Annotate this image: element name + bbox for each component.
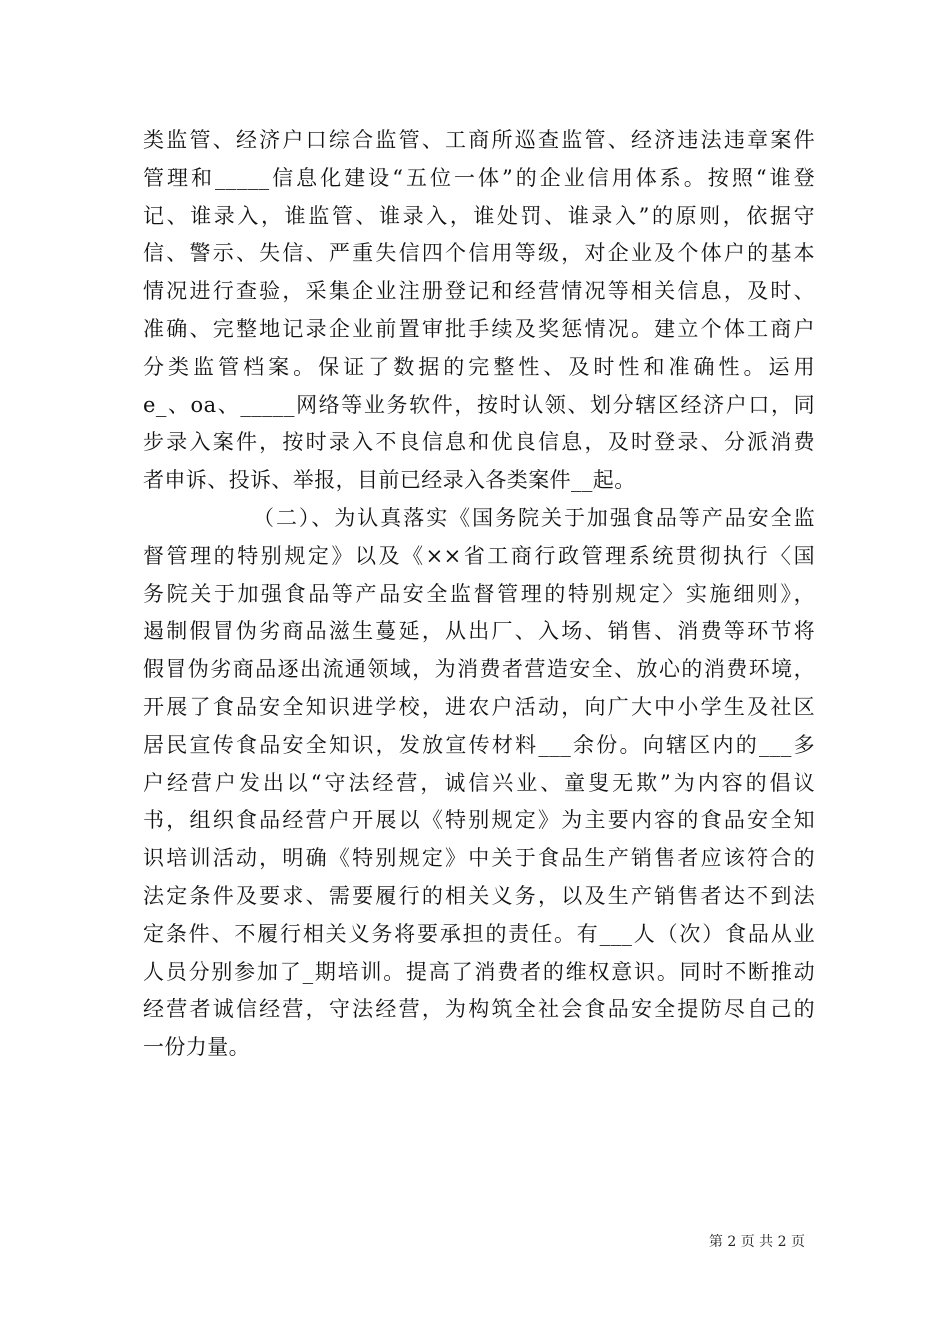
- text-line: 记、谁录入，谁监管、谁录入，谁处罚、谁录入”的原则，依据守: [143, 203, 815, 228]
- text-line: 务院关于加强食品等产品安全监督管理的特别规定〉实施细则》，: [143, 581, 815, 606]
- text-line: 开展了食品安全知识进学校，进农户活动，向广大中小学生及社区: [143, 694, 815, 719]
- text-line: 定条件、不履行相关义务将要承担的责任。有___人（次）食品从业: [143, 921, 815, 946]
- text-line: 分类监管档案。保证了数据的完整性、及时性和准确性。运用: [143, 354, 815, 379]
- text-line: 人员分别参加了_期培训。提高了消费者的维权意识。同时不断推动: [143, 959, 815, 984]
- text-line: 管理和_____信息化建设“五位一体”的企业信用体系。按照“谁登: [143, 165, 815, 190]
- text-line: 准确、完整地记录企业前置审批手续及奖惩情况。建立个体工商户: [143, 316, 815, 341]
- text-line: 者申诉、投诉、举报，目前已经录入各类案件__起。: [143, 468, 636, 493]
- page-number-footer: 第 2 页 共 2 页: [708, 1234, 805, 1250]
- text-line: 类监管、经济户口综合监管、工商所巡查监管、经济违法违章案件: [143, 128, 815, 152]
- text-line: 法定条件及要求、需要履行的相关义务，以及生产销售者达不到法: [143, 883, 815, 908]
- text-line: 步录入案件，按时录入不良信息和优良信息，及时登录、分派消费: [143, 430, 815, 455]
- text-line: 信、警示、失信、严重失信四个信用等级，对企业及个体户的基本: [143, 241, 815, 266]
- text-line: 户经营户发出以“守法经营，诚信兴业、童叟无欺”为内容的倡议: [143, 770, 815, 795]
- text-line: 经营者诚信经营，守法经营，为构筑全社会食品安全提防尽自己的: [143, 997, 815, 1022]
- text-line: 识培训活动，明确《特别规定》中关于食品生产销售者应该符合的: [143, 846, 815, 871]
- section-heading-line: （二）、为认真落实《国务院关于加强食品等产品安全监: [253, 505, 815, 530]
- text-line: 一份力量。: [143, 1035, 250, 1060]
- text-line: 假冒伪劣商品逐出流通领域，为消费者营造安全、放心的消费环境，: [143, 657, 815, 682]
- text-line: e_、oa、_____网络等业务软件，按时认领、划分辖区经济户口，同: [143, 392, 815, 417]
- text-line: 督管理的特别规定》以及《××省工商行政管理系统贯彻执行〈国: [143, 543, 815, 568]
- text-line: 遏制假冒伪劣商品滋生蔓延，从出厂、入场、销售、消费等环节将: [143, 619, 815, 644]
- document-body: [143, 122, 815, 1067]
- text-line: 书，组织食品经营户开展以《特别规定》为主要内容的食品安全知: [143, 808, 815, 833]
- text-line: 居民宣传食品安全知识，发放宣传材料___余份。向辖区内的___多: [143, 732, 815, 757]
- text-line: 情况进行查验，采集企业注册登记和经营情况等相关信息，及时、: [143, 279, 815, 304]
